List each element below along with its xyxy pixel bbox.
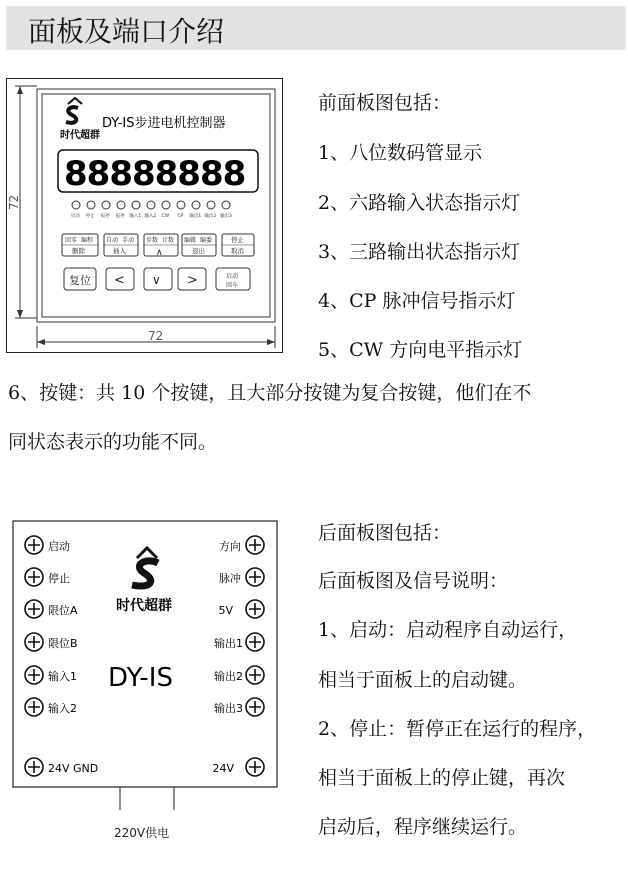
indicator-led	[117, 201, 125, 209]
terminal-output-2	[214, 666, 264, 684]
terminal-output-3	[214, 698, 264, 716]
indicator-label: 输出1	[189, 214, 202, 219]
svg-text:步数计数	[146, 236, 174, 244]
rear-line: 相当于面板上的停止键，再次	[318, 767, 566, 789]
rear-subheading: 后面板图及信号说明：	[318, 570, 509, 592]
right-arrow-icon: >	[187, 273, 198, 288]
indicator-led	[132, 201, 140, 209]
enter-label: 回车	[226, 282, 239, 289]
rear-line: 2、停止：暂停正在运行的程序，	[318, 718, 597, 740]
terminal-label: 脉冲	[219, 572, 241, 585]
terminal-start	[25, 536, 70, 554]
terminal-direction	[219, 536, 264, 554]
front-item: 4、CP 脉冲信号指示灯	[318, 290, 516, 312]
terminal-limit-a	[25, 600, 78, 618]
section-title: 面板及端口介绍	[28, 15, 225, 48]
edit-label: 编辑	[184, 237, 197, 244]
stop-label: 停止	[231, 236, 244, 244]
brand-logo	[132, 548, 158, 586]
terminal-label: 输出1	[214, 637, 243, 650]
indicator-led	[147, 201, 155, 209]
power-label: 220V供电	[114, 826, 170, 840]
terminal-24v-gnd	[25, 758, 98, 776]
start-label: 启动	[226, 273, 239, 280]
reset-button[interactable]	[64, 268, 96, 290]
indicator-label: 报停	[115, 214, 125, 219]
right-arrow-button[interactable]	[178, 268, 206, 290]
indicator-label: CP	[177, 214, 184, 219]
stop-cancel-key[interactable]	[222, 234, 254, 256]
front-item: 5、CW 方向电平指示灯	[318, 339, 523, 361]
step-count-key[interactable]	[144, 234, 178, 258]
reset-label: 复位	[69, 274, 91, 287]
manual-label: 手动	[122, 237, 135, 244]
section-title-bar	[6, 6, 626, 50]
device-name: DY-IS步进电机控制器	[102, 116, 226, 131]
indicator-label: 输入1	[129, 214, 142, 219]
keys-note-line2: 同状态表示的功能不同。	[8, 431, 218, 453]
zero-label: 回零	[65, 237, 78, 244]
exit-label: 退出	[192, 247, 205, 255]
terminal-label: 24V GND	[48, 762, 99, 775]
terminal-label: 限位A	[48, 604, 78, 617]
terminal-label: 输入1	[48, 670, 77, 683]
edit-exit-key[interactable]	[182, 234, 216, 256]
zero-program-key[interactable]	[62, 234, 98, 256]
terminal-label: 输入2	[48, 702, 77, 715]
dim-height-label: 72	[7, 194, 21, 210]
terminal-label: 限位B	[48, 637, 78, 650]
front-item: 3、三路输出状态指示灯	[318, 241, 521, 263]
insert-label: 插入	[113, 247, 126, 255]
indicator-led	[87, 201, 95, 209]
indicator-label: 输出2	[204, 214, 217, 219]
start-enter-key[interactable]	[216, 268, 250, 290]
indicator-led	[72, 201, 80, 209]
rear-line: 1、启动：启动程序自动运行，	[318, 619, 578, 641]
rear-heading: 后面板图包括：	[318, 522, 452, 544]
svg-text:启动 停止 报停 报停	[71, 212, 232, 219]
indicator-label: 报停	[100, 214, 110, 219]
terminal-label: 24V	[212, 762, 234, 775]
rear-model: DY-IS	[108, 663, 173, 693]
indicator-label: CW	[161, 214, 170, 219]
svg-text:编辑编委	[184, 236, 212, 244]
program-label: 编程	[81, 237, 94, 244]
terminal-output-1	[214, 633, 264, 651]
delete-label: 删除	[72, 247, 85, 255]
indicator-label: 停止	[85, 214, 95, 219]
auto-manual-key[interactable]	[104, 234, 138, 256]
terminal-label: 停止	[48, 572, 70, 585]
terminal-label: 输出3	[214, 702, 243, 715]
indicator-led	[222, 201, 230, 209]
svg-text:自动手动	[106, 236, 134, 244]
edit2-label: 编委	[200, 237, 213, 244]
left-arrow-icon: <	[114, 273, 125, 288]
front-heading: 前面板图包括：	[318, 92, 452, 114]
keys-note-line1: 6、按键：共 10 个按键，且大部分按键为复合按键，他们在不	[8, 382, 532, 404]
terminal-label: 5V	[218, 604, 233, 617]
indicator-led	[102, 201, 110, 209]
terminal-label: 输出2	[214, 670, 243, 683]
terminal-label: 方向	[219, 540, 241, 553]
seven-seg-display: 88888888	[64, 154, 246, 194]
indicator-label: 输出3	[220, 214, 232, 219]
steps-label: 步数	[146, 237, 159, 244]
indicator-led	[177, 201, 185, 209]
front-panel-diagram	[6, 78, 284, 354]
terminal-input-2	[25, 698, 77, 716]
left-arrow-button[interactable]	[106, 268, 134, 290]
indicator-led	[162, 201, 170, 209]
terminal-label: 启动	[48, 540, 70, 553]
front-item: 1、八位数码管显示	[318, 142, 483, 164]
brand-logo	[66, 98, 82, 123]
rear-line: 启动后，程序继续运行。	[318, 816, 528, 838]
indicator-label: 启动	[70, 214, 80, 219]
count-label: 计数	[162, 237, 175, 244]
rear-line: 相当于面板上的启动键。	[318, 669, 528, 691]
rear-panel-diagram	[12, 520, 280, 850]
rear-brand-name: 时代超群	[116, 598, 172, 614]
down-arrow-button[interactable]	[144, 268, 172, 290]
front-item: 2、六路输入状态指示灯	[318, 192, 521, 214]
terminal-24v	[212, 758, 264, 776]
dim-width-label: 72	[148, 329, 164, 343]
down-arrow-icon: ∨	[152, 273, 161, 287]
indicator-label: 输入2	[144, 214, 157, 219]
brand-name: 时代超群	[60, 130, 100, 141]
terminal-pulse	[219, 568, 264, 586]
terminal-5v	[218, 600, 264, 618]
terminal-stop	[25, 568, 70, 586]
indicator-led	[207, 201, 215, 209]
indicator-row	[71, 201, 232, 219]
terminal-input-1	[25, 666, 77, 684]
cancel-label: 取消	[231, 247, 244, 255]
indicator-led	[192, 201, 200, 209]
up-arrow-label: ∧	[156, 248, 163, 258]
terminal-limit-b	[25, 633, 78, 651]
svg-text:回零编程	[65, 236, 93, 244]
auto-label: 自动	[106, 237, 119, 244]
